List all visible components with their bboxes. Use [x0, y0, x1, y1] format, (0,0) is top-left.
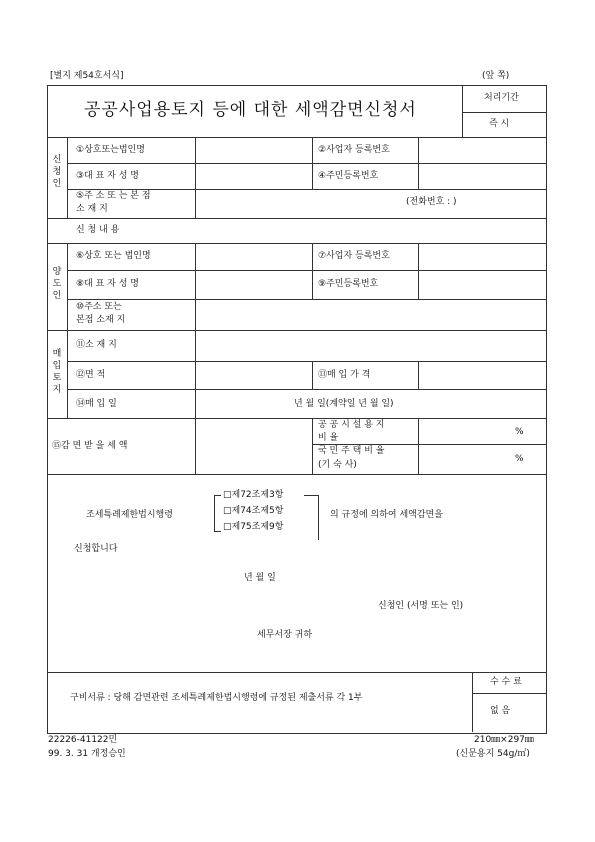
public-facility-ratio-label-line1: 공 공 시 설 용 지	[318, 420, 385, 430]
applicant-signature: 신청인 (서명 또는 인)	[378, 601, 464, 611]
company-name-label: ①상호또는법인명	[76, 145, 145, 155]
options-left-bracket	[214, 495, 221, 532]
transferor-representative-label: ⑧대 표 자 성 명	[76, 279, 139, 289]
public-facility-ratio-percent: %	[515, 427, 524, 437]
option-article-72[interactable]: □제72조제3항	[223, 490, 284, 500]
land-area-label: ⑫면 적	[76, 370, 106, 380]
transferor-company-label: ⑥상호 또는 법인명	[76, 251, 151, 261]
approval-date: 99. 3. 31 개정승인	[48, 749, 126, 759]
public-facility-ratio-label-line2: 비 율	[318, 433, 339, 443]
resident-reg-number-label: ④주민등록번호	[318, 171, 379, 181]
fee-value: 없 음	[490, 706, 511, 716]
national-housing-ratio-percent: %	[515, 454, 524, 464]
addressee: 세무서장 귀하	[257, 630, 313, 640]
option-article-75[interactable]: □제75조제9항	[223, 522, 284, 532]
regulation-clause: 의 규정에 의하여 세액감면을	[330, 510, 443, 520]
tax-reduction-label: ⑮감 면 받 을 세 액	[52, 441, 128, 451]
land-location-label: ⑪소 재 지	[76, 340, 117, 350]
national-housing-ratio-label-line2: (기 숙 사)	[318, 460, 357, 470]
form-title: 공공사업용토지 등에 대한 세액감면신청서	[84, 100, 417, 120]
land-section-label: 매 입 토 지	[52, 349, 62, 395]
transferor-address-label-line2: 본점 소재 지	[76, 315, 126, 325]
paper-weight: (신문용지 54g/㎡)	[456, 749, 530, 759]
fee-label: 수 수 료	[490, 677, 522, 687]
law-name: 조세특례제한법시행령	[86, 510, 173, 520]
representative-name-label: ③대 표 자 성 명	[76, 171, 139, 181]
business-reg-number-label: ②사업자 등록번호	[318, 145, 390, 155]
transferor-business-reg-label: ⑦사업자 등록번호	[318, 251, 390, 261]
applicant-section-label: 신 청 인	[52, 155, 62, 189]
purchase-date-label: ⑭매 입 일	[76, 399, 117, 409]
purchase-price-label: ⑬매 입 가 격	[318, 370, 371, 380]
required-documents: 구비서류 : 당해 감면관련 조세특례제한법시행령에 규정된 제출서류 각 1부	[70, 693, 363, 703]
address-label-line1: ⑤주 소 또 는 본 점	[76, 191, 151, 201]
option-article-74[interactable]: □제74조제5항	[223, 506, 284, 516]
phone-number-label: (전화번호 : )	[406, 197, 457, 207]
national-housing-ratio-label-line1: 국 민 주 택 비 율	[318, 446, 385, 456]
request-content-label: 신 청 내 용	[76, 225, 120, 235]
paper-size: 210㎜×297㎜	[474, 735, 534, 745]
apply-statement: 신청합니다	[74, 544, 118, 554]
processing-period-label: 처리기간	[484, 93, 519, 103]
transferor-resident-reg-label: ⑨주민등록번호	[318, 279, 379, 289]
application-date: 년 월 일	[244, 573, 276, 583]
processing-period-value: 즉 시	[489, 119, 510, 129]
page-side-label: (앞 쪽)	[482, 71, 510, 81]
form-code: 22226-41122민	[48, 735, 118, 745]
form-number: [별지 제54호서식]	[50, 71, 124, 81]
transferor-section-label: 양 도 인	[52, 267, 62, 301]
transferor-address-label-line1: ⑩주소 또는	[76, 302, 122, 312]
address-label-line2: 소 재 지	[76, 204, 108, 214]
purchase-date-value: 년 월 일(계약일 년 월 일)	[294, 399, 394, 409]
